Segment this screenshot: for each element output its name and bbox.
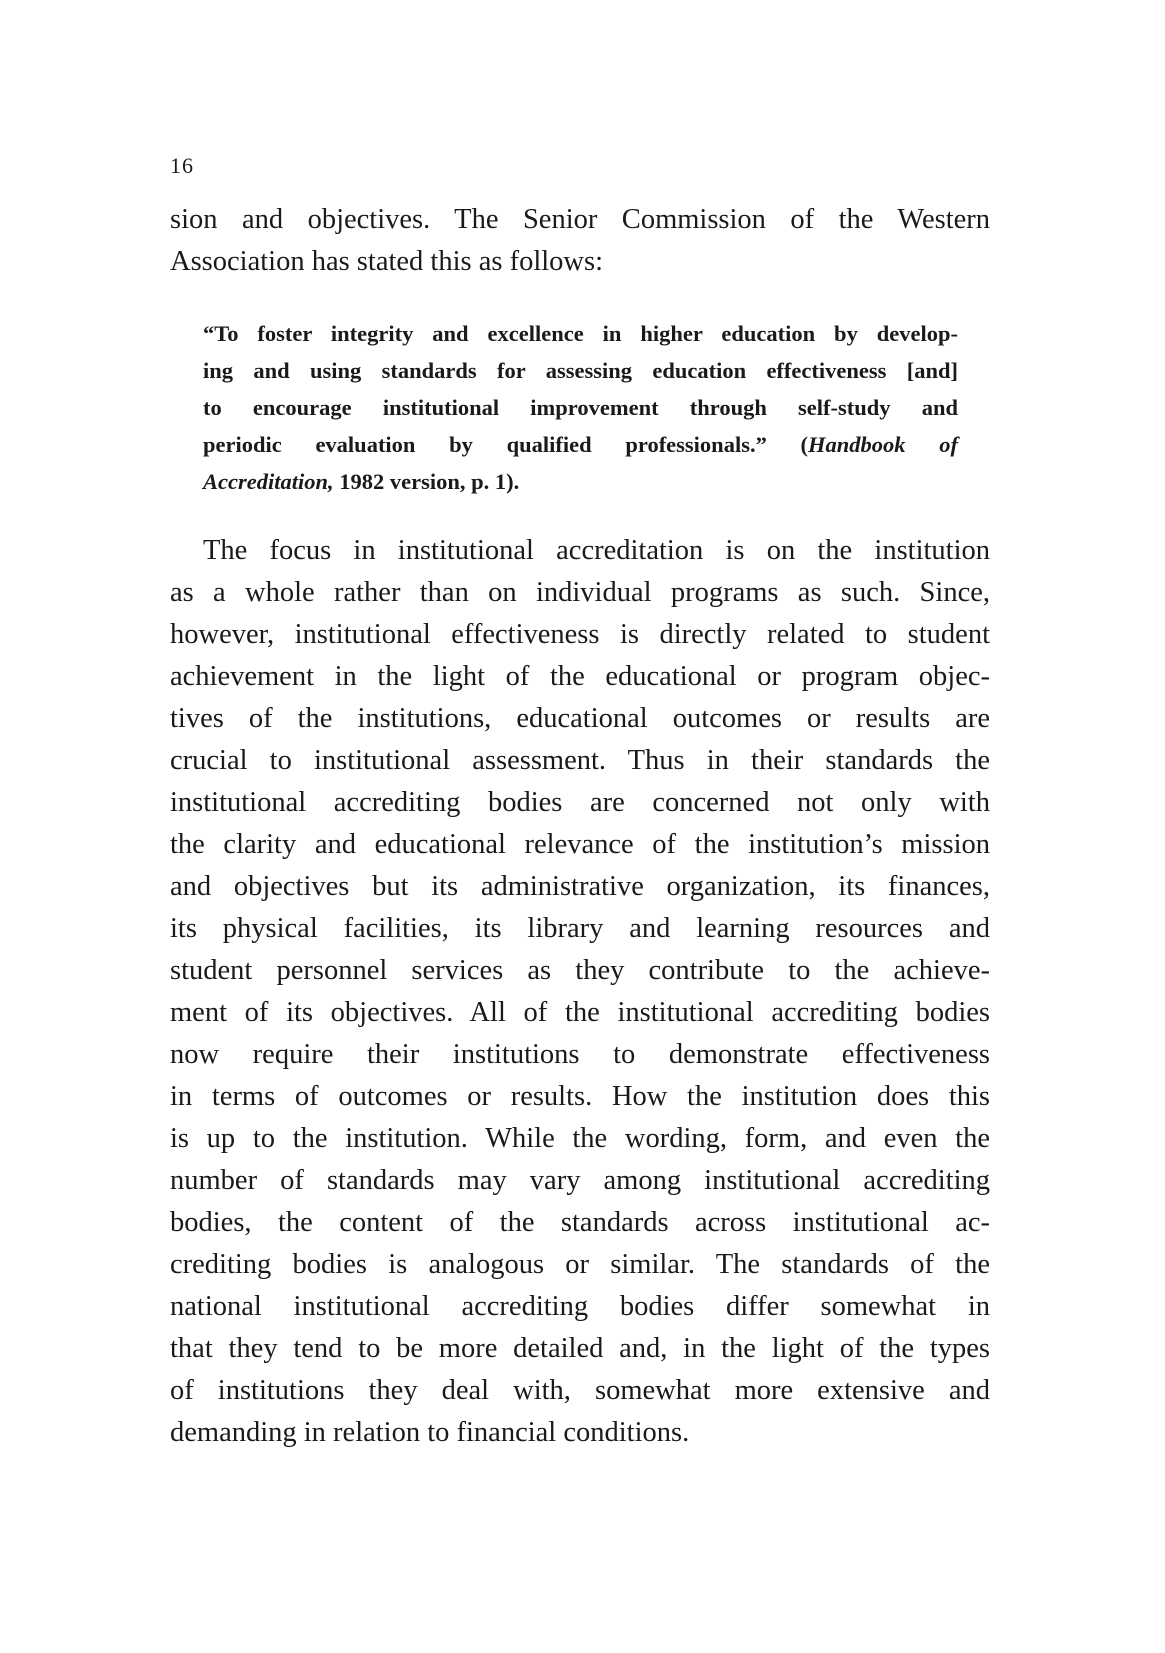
quote-text: periodic evaluation by qualified professionals.” (: [203, 432, 809, 457]
body-line: crediting bodies is analogous or similar. The standards of the: [170, 1249, 990, 1280]
quote-line-citation-end: [203, 468, 958, 496]
quote-line: ing and using standards for assessing education effectiveness [and]: [203, 358, 958, 383]
body-line: as a whole rather than on individual programs as such. Since,: [170, 577, 990, 608]
citation-details: 1982 version, p. 1).: [333, 469, 520, 494]
intro-line: sion and objectives. The Senior Commission of the Western: [170, 204, 990, 235]
body-line: its physical facilities, its library and learning resources and: [170, 913, 990, 944]
body-line: the clarity and educational relevance of the institution’s mission: [170, 829, 990, 860]
citation-title: Accreditation,: [203, 469, 334, 494]
body-line: student personnel services as they contribute to the achieve-: [170, 955, 990, 986]
citation-title: Handbook of: [808, 432, 958, 457]
body-line: The focus in institutional accreditation is on the institution: [203, 535, 990, 566]
quote-line: to encourage institutional improvement through self-study and: [203, 395, 958, 420]
body-line: tives of the institutions, educational outcomes or results are: [170, 703, 990, 734]
body-line: however, institutional effectiveness is directly related to student: [170, 619, 990, 650]
body-line: ment of its objectives. All of the institutional accrediting bodies: [170, 997, 990, 1028]
body-line: bodies, the content of the standards across institutional ac-: [170, 1207, 990, 1238]
quote-line: “To foster integrity and excellence in higher education by develop-: [203, 321, 958, 346]
body-line: achievement in the light of the educational or program objec-: [170, 661, 990, 692]
quote-line-citation: [203, 431, 958, 459]
body-line: institutional accrediting bodies are concerned not only with: [170, 787, 990, 818]
body-line: is up to the institution. While the wording, form, and even the: [170, 1123, 990, 1154]
body-line: national institutional accrediting bodies differ somewhat in: [170, 1291, 990, 1322]
body-line: and objectives but its administrative organization, its finances,: [170, 871, 990, 902]
body-line: demanding in relation to financial conditions.: [170, 1417, 690, 1448]
page-number: 16: [170, 153, 194, 178]
body-line: number of standards may vary among institutional accrediting: [170, 1165, 990, 1196]
body-line: of institutions they deal with, somewhat more extensive and: [170, 1375, 990, 1406]
body-line: that they tend to be more detailed and, in the light of the types: [170, 1333, 990, 1364]
body-line: crucial to institutional assessment. Thus in their standards the: [170, 745, 990, 776]
intro-line: Association has stated this as follows:: [170, 246, 603, 277]
body-line: now require their institutions to demonstrate effectiveness: [170, 1039, 990, 1070]
body-line: in terms of outcomes or results. How the institution does this: [170, 1081, 990, 1112]
